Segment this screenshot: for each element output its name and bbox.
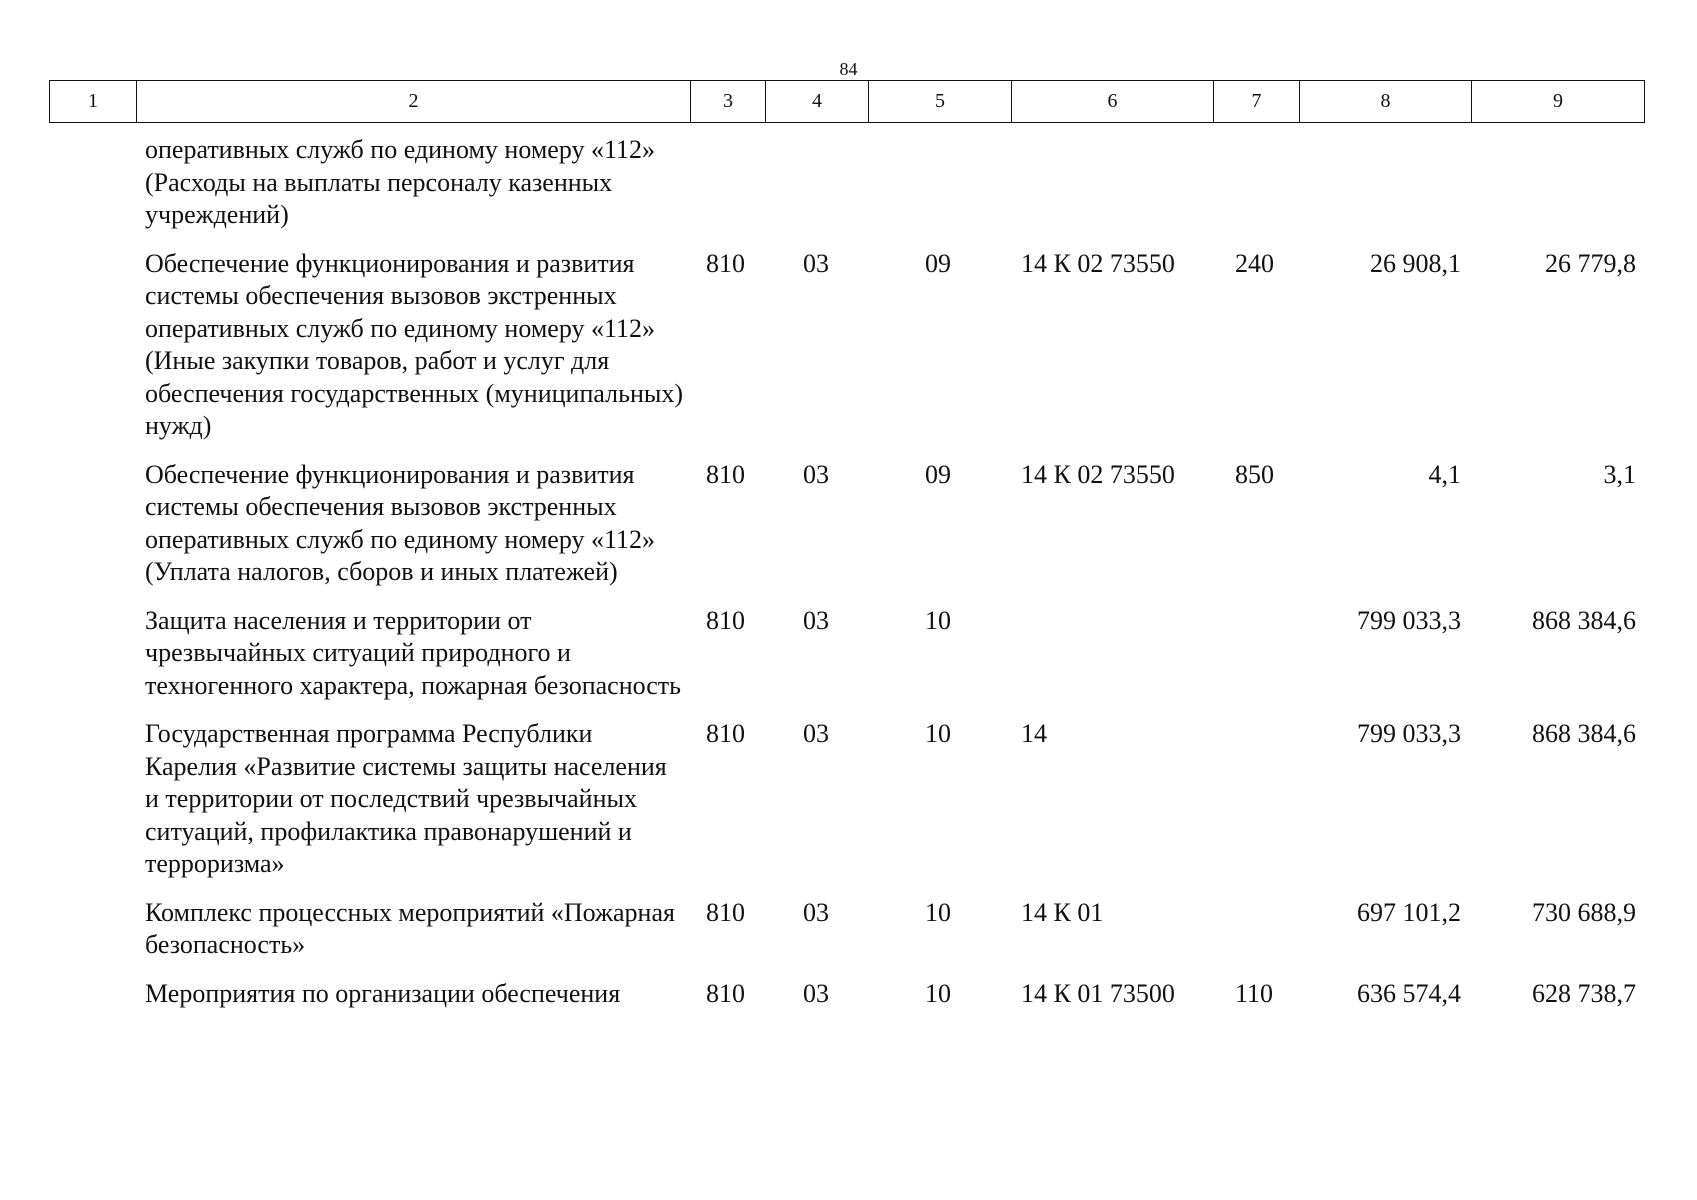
row-col-1 [49, 978, 136, 1027]
row-col-8: 799 033,3 [1357, 605, 1461, 635]
row-col-5 [868, 126, 1011, 248]
row-name: Мероприятия по организации обеспечения [145, 978, 621, 1008]
row-col-3: 810 [706, 459, 745, 489]
row-col-6: 14 К 01 [1021, 897, 1104, 927]
row-col-3 [690, 126, 765, 248]
row-col-9: 3,1 [1603, 459, 1636, 489]
column-number-header [49, 80, 1645, 123]
row-col-6 [1011, 605, 1213, 719]
row-col-8: 799 033,3 [1357, 719, 1461, 748]
table-row [49, 459, 1644, 605]
header-col-4: 4 [766, 81, 869, 123]
header-col-7: 7 [1214, 81, 1300, 123]
page-number: 84 [839, 59, 858, 79]
row-name: оперативных служб по единому номеру «112» (Расходы на выплаты персоналу казенных учреждений) [145, 135, 656, 229]
row-col-1 [49, 126, 136, 248]
row-name: Обеспечение функционирования и развития системы обеспечения вызовов экстренных оперативных служб по единому номеру «112» (Уплата налогов, сборов и иных платежей) [145, 459, 656, 586]
row-col-9: 26 779,8 [1545, 248, 1636, 278]
row-col-9: 868 384,6 [1532, 719, 1636, 748]
table-row [49, 126, 1644, 248]
row-col-1 [49, 605, 136, 719]
row-col-7: 240 [1235, 248, 1274, 278]
row-col-8: 636 574,4 [1357, 978, 1461, 1008]
row-col-4 [765, 126, 868, 248]
row-col-9 [1471, 126, 1644, 248]
row-name: Защита населения и территории от чрезвычайных ситуаций природного и техногенного характера, пожарная безопасность [145, 605, 682, 700]
header-row [50, 81, 1645, 123]
row-name: Комплекс процессных мероприятий «Пожарная безопасность» [145, 897, 675, 959]
row-col-8: 697 101,2 [1357, 897, 1461, 927]
row-col-4: 03 [803, 248, 829, 278]
row-col-9: 868 384,6 [1532, 605, 1636, 635]
row-col-5: 09 [925, 459, 951, 489]
row-col-4: 03 [803, 459, 829, 489]
row-col-7 [1213, 126, 1299, 248]
header-col-5: 5 [869, 81, 1012, 123]
row-col-9: 730 688,9 [1532, 897, 1636, 927]
row-col-5: 10 [925, 897, 951, 927]
header-col-6: 6 [1012, 81, 1214, 123]
header-col-8: 8 [1300, 81, 1472, 123]
row-col-6: 14 К 02 73550 [1021, 459, 1175, 489]
row-col-6: 14 К 02 73550 [1021, 248, 1175, 278]
table-row [49, 978, 1644, 1027]
row-name: Государственная программа Республики Карелия «Развитие системы защиты населения и территории от последствий чрезвычайных ситуаций, профилактика правонарушений и терроризма» [145, 719, 667, 878]
row-col-4: 03 [803, 897, 829, 927]
table-row [49, 605, 1644, 719]
row-col-4: 03 [803, 719, 829, 748]
row-col-3: 810 [706, 897, 745, 927]
row-col-9: 628 738,7 [1532, 978, 1636, 1008]
table-row [49, 718, 1644, 897]
row-col-7: 110 [1235, 978, 1274, 1008]
row-col-7: 850 [1235, 459, 1274, 489]
row-col-1 [49, 248, 136, 459]
header-col-2: 2 [137, 81, 691, 123]
header-col-9: 9 [1472, 81, 1645, 123]
row-col-6: 14 К 01 73500 [1021, 978, 1175, 1008]
row-col-3: 810 [706, 605, 745, 635]
table-row [49, 248, 1644, 459]
row-col-8 [1299, 126, 1471, 248]
row-col-1 [49, 897, 136, 978]
row-col-3: 810 [706, 978, 745, 1008]
row-col-3: 810 [706, 248, 745, 278]
row-col-5: 09 [925, 248, 951, 278]
row-col-3: 810 [706, 719, 745, 748]
row-col-7 [1213, 897, 1299, 978]
row-col-4: 03 [803, 978, 829, 1008]
row-col-6: 14 [1021, 719, 1047, 748]
row-name: Обеспечение функционирования и развития системы обеспечения вызовов экстренных оперативных служб по единому номеру «112» (Иные закупки товаров, работ и услуг для обеспечения государственных (муниципальных) нужд) [145, 248, 684, 440]
row-col-4: 03 [803, 605, 829, 635]
row-col-5: 10 [925, 719, 951, 748]
row-col-5: 10 [925, 978, 951, 1008]
header-col-1: 1 [50, 81, 137, 123]
row-col-7 [1213, 718, 1299, 897]
row-col-1 [49, 718, 136, 897]
row-col-1 [49, 459, 136, 605]
row-col-6 [1011, 126, 1213, 248]
table-row [49, 897, 1644, 978]
budget-table [49, 126, 1644, 1026]
row-col-7 [1213, 605, 1299, 719]
row-col-8: 26 908,1 [1370, 248, 1461, 278]
row-col-5: 10 [925, 605, 951, 635]
row-col-8: 4,1 [1428, 459, 1461, 489]
header-col-3: 3 [691, 81, 766, 123]
